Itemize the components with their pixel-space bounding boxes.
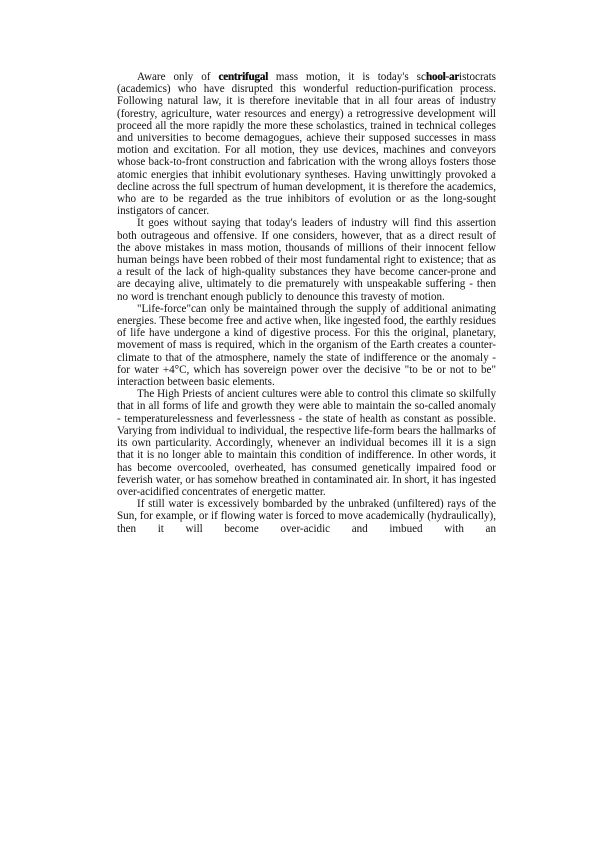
paragraph-4: The High Priests of ancient cultures were able to control this climate so skilfully that in all forms of life and growth they were able to maintain the so-called anomaly - temperaturelessness and feverlessness - the state of health as constant as possible. Varying from individual to individual, the respective life-form bears the hallmarks of its own particularity. Accordingly, whenever an individual becomes ill it is a sign that it is no longer able to maintain this condition of indifference. In other words, it has become overcooled, overheated, has consumed genetically impaired food or feverish water, or has somehow breathed in contaminated air. In short, it has ingested over-acidified concentrates of energetic matter. <box>117 388 496 498</box>
paragraph-2: It goes without saying that today's leaders of industry will find this assertion both outrageous and offensive. If one considers, however, that as a direct result of the above mistakes in mass motion, thousands of millions of their innocent fellow human beings have been robbed of their most fundamental right to existence; that as a result of the lack of high-quality substances they have become cancer-prone and are decaying alive, ultimately to die prematurely with unspeakable suffering - then no word is trenchant enough publicly to denounce this travesty of motion. <box>117 217 496 303</box>
paragraph-3: "Life-force"can only be maintained through the supply of additional animating energies. These become free and active when, like ingested food, the earthly residues of life have undergone a kind of digestive process. For this the original, planetary, movement of mass is required, which in the organism of the Earth creates a counter-climate to that of the atmosphere, namely the state of indifference or the anomaly - for water +4°C, which has sovereign power over the decisive "to be or not to be" interaction between basic elements. <box>117 302 496 389</box>
paragraph-1 <box>117 71 496 217</box>
emphasized-fragment-school-ar: hool-ar <box>425 71 459 83</box>
paragraph-5: If still water is excessively bombarded by the unbraked (unfiltered) rays of the Sun, for example, or if flowing water is forced to move academically (hydraulically), then it will become over-acidic and imbued with an <box>117 498 496 535</box>
paragraph-1-text-b: mass motion, it is today's sc <box>267 71 426 83</box>
paragraph-1-text-c: istocrats (academics) who have disrupted this wonderful reduction-purification process. Following natural law, it is therefore inevitable that in all four areas of industry (forestry, agriculture, water resources and energy) a retrogressive development will proceed all the more rapidly the more these scholastics, trained in technical colleges and universities to become demagogues, achieve their supposed successes in mass motion and excitation. For all motion, they use devices, machines and conveyors whose back-to-front construction and fabrication with the wrong alloys fosters those atomic energies that inhibit evolutionary syntheses. Having unwittingly provoked a decline across the full spectrum of human development, it is therefore the academics, who are to be regarded as the true inhibitors of evolution or as the long-sought instigators of cancer. <box>117 71 496 218</box>
emphasized-word-centrifugal: centrifugal <box>218 71 268 83</box>
paragraph-1-text-a: Aware only of <box>137 71 219 83</box>
body-text <box>117 71 496 535</box>
